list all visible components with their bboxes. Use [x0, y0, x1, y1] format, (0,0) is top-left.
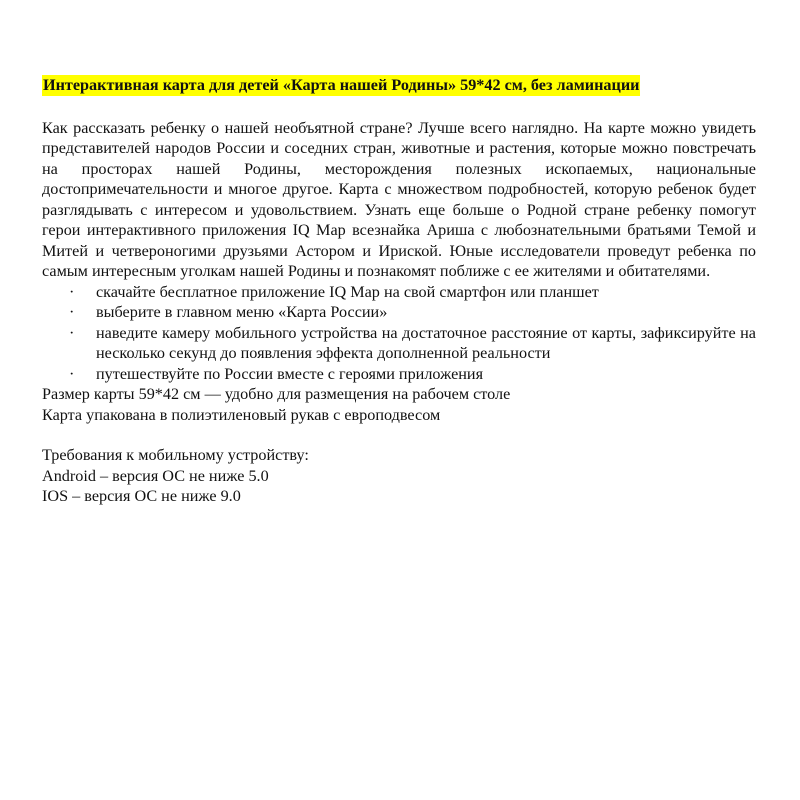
document-title: Интерактивная карта для детей «Карта нашей Родины» 59*42 см, без ламинации — [43, 76, 640, 94]
list-item — [42, 282, 756, 303]
requirement-ios: IOS – версия ОС не ниже 9.0 — [42, 487, 241, 505]
list-item — [42, 323, 756, 364]
document-page — [42, 75, 756, 507]
title-row — [42, 75, 756, 96]
list-item-text: наведите камеру мобильного устройства на достаточное расстояние от карты, зафиксируйте на несколько секунд до появления эффекта дополненной реальности — [96, 323, 756, 362]
list-item — [42, 364, 756, 385]
map-size-line: Размер карты 59*42 см — удобно для размещения на рабочем столе — [42, 385, 511, 403]
packaging-line: Карта упакована в полиэтиленовый рукав с европодвесом — [42, 405, 441, 424]
bullet-dot-icon: · — [69, 323, 75, 342]
list-item-text: выберите в главном меню «Карта России» — [96, 303, 388, 321]
requirements-heading: Требования к мобильному устройству: — [42, 446, 309, 464]
list-item — [42, 302, 756, 323]
list-item-text: путешествуйте по России вместе с героями приложения — [96, 364, 484, 383]
list-item-text: скачайте бесплатное приложение IQ Map на свой смартфон или планшет — [96, 282, 599, 301]
instruction-list — [42, 282, 756, 385]
bullet-dot-icon: · — [69, 282, 75, 301]
bullet-dot-icon: · — [69, 303, 75, 321]
intro-paragraph: Как рассказать ребенку о нашей необъятной стране? Лучше всего наглядно. На карте можно увидеть представителей народов России и соседних стран, животные и растения, которые можно повстречать на просторах нашей Родины, месторождения полезных ископаемых, национальные достопримечательности и многое другое. Карта с множеством подробностей, которую ребенок будет разглядывать с интересом и удовольствием. Узнать еще больше о Родной стране ребенку помогут герои интерактивного приложения IQ Map всезнайка Ариша с любознательными братьями Темой и Митей и четвероногими друзьями Астором и Ириской. Юные исследователи проведут ребенка по самым интересным уголкам нашей Родины и познакомят поближе с ее жителями и обитателями. — [42, 118, 756, 280]
bullet-dot-icon: · — [69, 364, 75, 383]
requirement-android: Android – версия ОС не ниже 5.0 — [42, 466, 269, 485]
spacer — [42, 425, 756, 445]
